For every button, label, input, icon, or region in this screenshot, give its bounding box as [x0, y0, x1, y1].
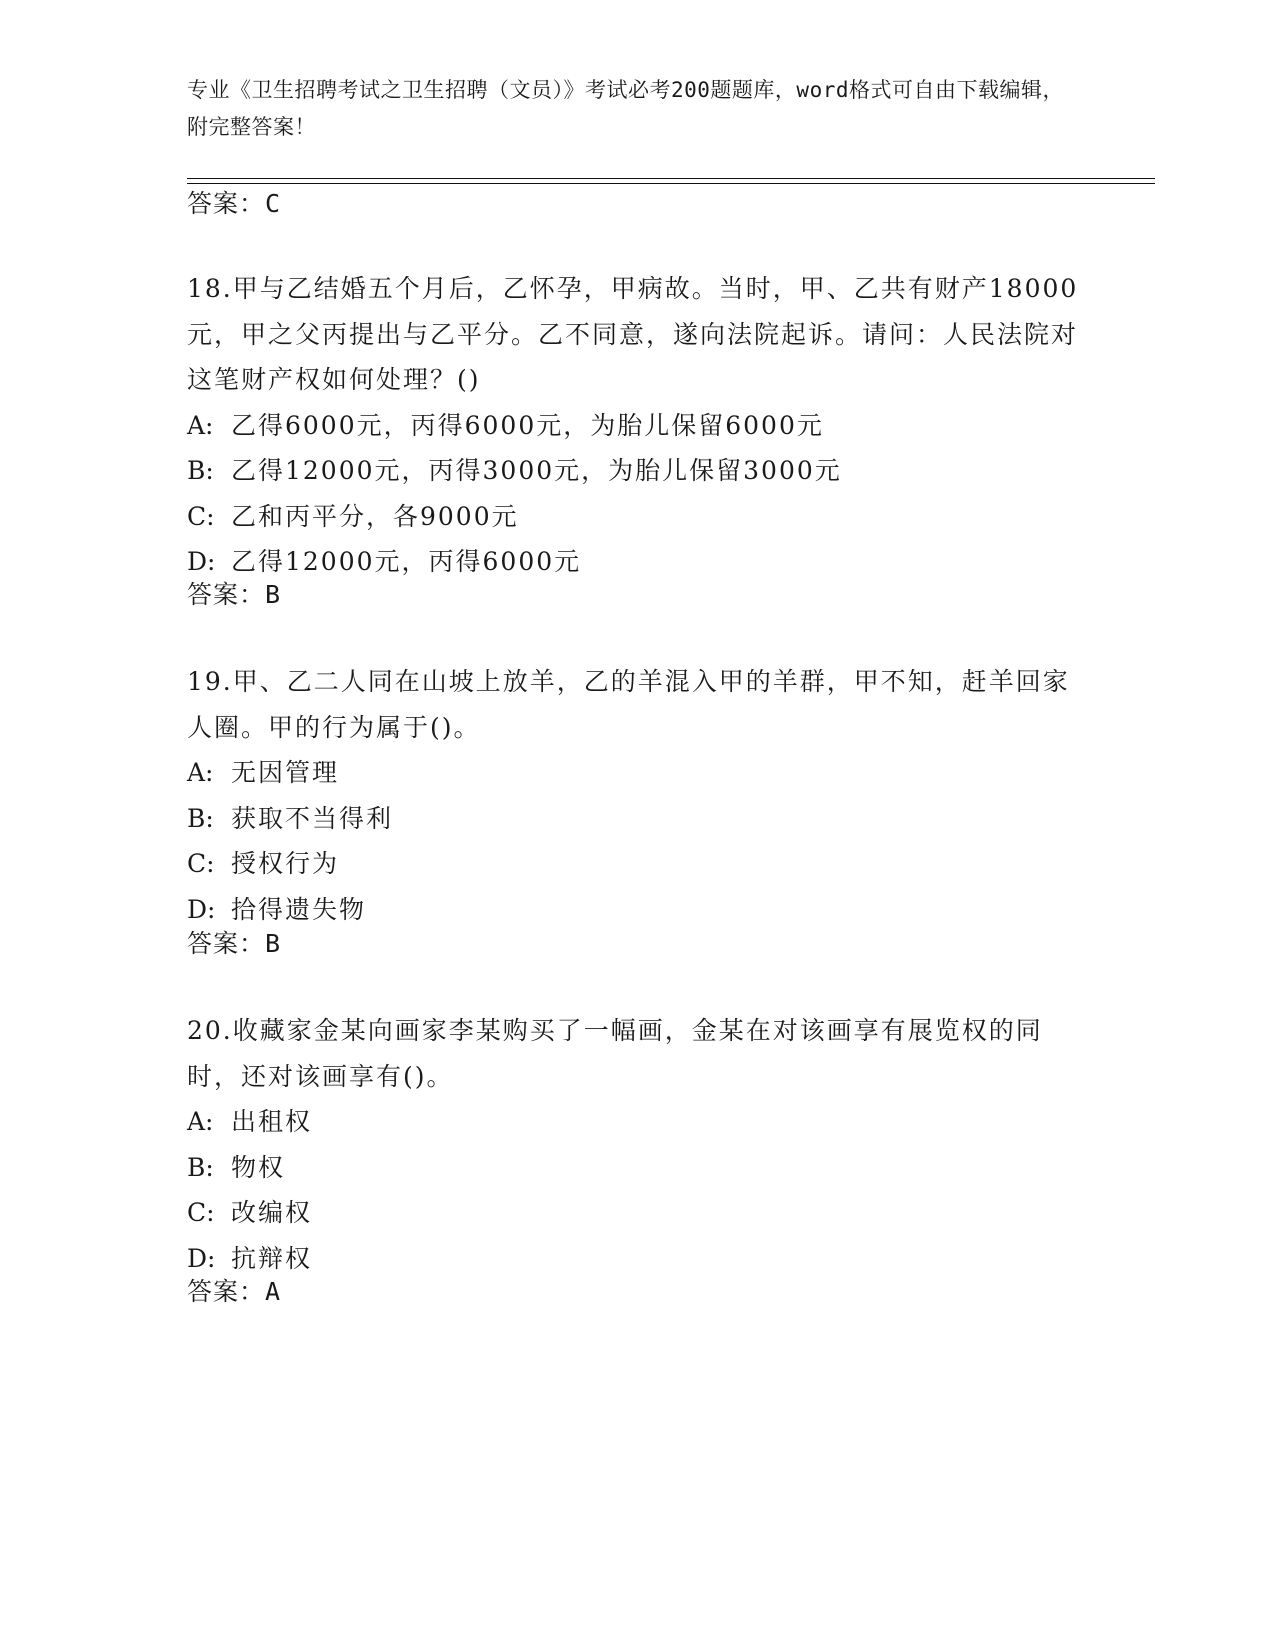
option-a [187, 403, 1087, 449]
option-text: 无因管理 [231, 758, 340, 787]
option-text: 获取不当得利 [231, 803, 394, 833]
option-key: A: [187, 1107, 214, 1136]
option-a [187, 750, 1087, 796]
option-key: D: [187, 1243, 216, 1273]
question-stem: 18.甲与乙结婚五个月后，乙怀孕，甲病故。当时，甲、乙共有财产18000元，甲之父丙提出与乙平分。乙不同意，遂向法院起诉。请问：人民法院对这笔财产权如何处理？() [187, 274, 1079, 394]
option-d [187, 887, 1087, 933]
option-key: A: [187, 758, 214, 787]
previous-answer: 答案：C [187, 189, 282, 218]
question-stem: 20.收藏家金某向画家李某购买了一幅画，金某在对该画享有展览权的同时，还对该画享有()。 [187, 1016, 1043, 1091]
option-c [187, 494, 1087, 540]
option-key: B: [187, 1152, 214, 1182]
header-divider-bottom [187, 183, 1155, 184]
question-stem: 19.甲、乙二人同在山坡上放羊，乙的羊混入甲的羊群，甲不知，赶羊回家人圈。甲的行为属于()。 [187, 667, 1070, 742]
answer-20: 答案：A [187, 1277, 282, 1306]
option-key: D: [187, 547, 216, 576]
option-text: 授权行为 [231, 849, 340, 878]
option-key: B: [187, 456, 214, 485]
option-d [187, 1236, 1087, 1282]
header-divider-top [187, 178, 1155, 179]
option-key: C: [187, 501, 215, 531]
option-text: 乙和丙平分，各9000元 [231, 501, 519, 531]
option-text: 乙得6000元，丙得6000元，为胎儿保留6000元 [231, 410, 824, 440]
question-18 [187, 266, 1087, 585]
option-key: D: [187, 894, 216, 924]
option-key: A: [187, 410, 214, 440]
option-text: 抗辩权 [231, 1243, 313, 1273]
option-text: 乙得12000元，丙得3000元，为胎儿保留3000元 [231, 456, 842, 485]
option-text: 拾得遗失物 [231, 894, 367, 924]
option-b [187, 796, 1087, 842]
option-b [187, 448, 1087, 494]
question-19 [187, 659, 1087, 932]
question-20 [187, 1008, 1087, 1281]
option-key: C: [187, 1198, 215, 1227]
option-text: 物权 [231, 1152, 286, 1182]
option-text: 改编权 [231, 1198, 313, 1227]
option-text: 出租权 [231, 1107, 313, 1136]
option-b [187, 1145, 1087, 1191]
answer-19: 答案：B [187, 929, 282, 958]
option-a [187, 1099, 1087, 1145]
answer-18: 答案：B [187, 580, 282, 609]
option-c [187, 841, 1087, 887]
option-text: 乙得12000元，丙得6000元 [231, 547, 582, 576]
document-header: 专业《卫生招聘考试之卫生招聘（文员）》考试必考200题题库，word格式可自由下载编辑，附完整答案！ [187, 78, 1064, 139]
option-c [187, 1190, 1087, 1236]
option-key: C: [187, 849, 215, 878]
option-key: B: [187, 803, 214, 833]
option-d [187, 539, 1087, 585]
